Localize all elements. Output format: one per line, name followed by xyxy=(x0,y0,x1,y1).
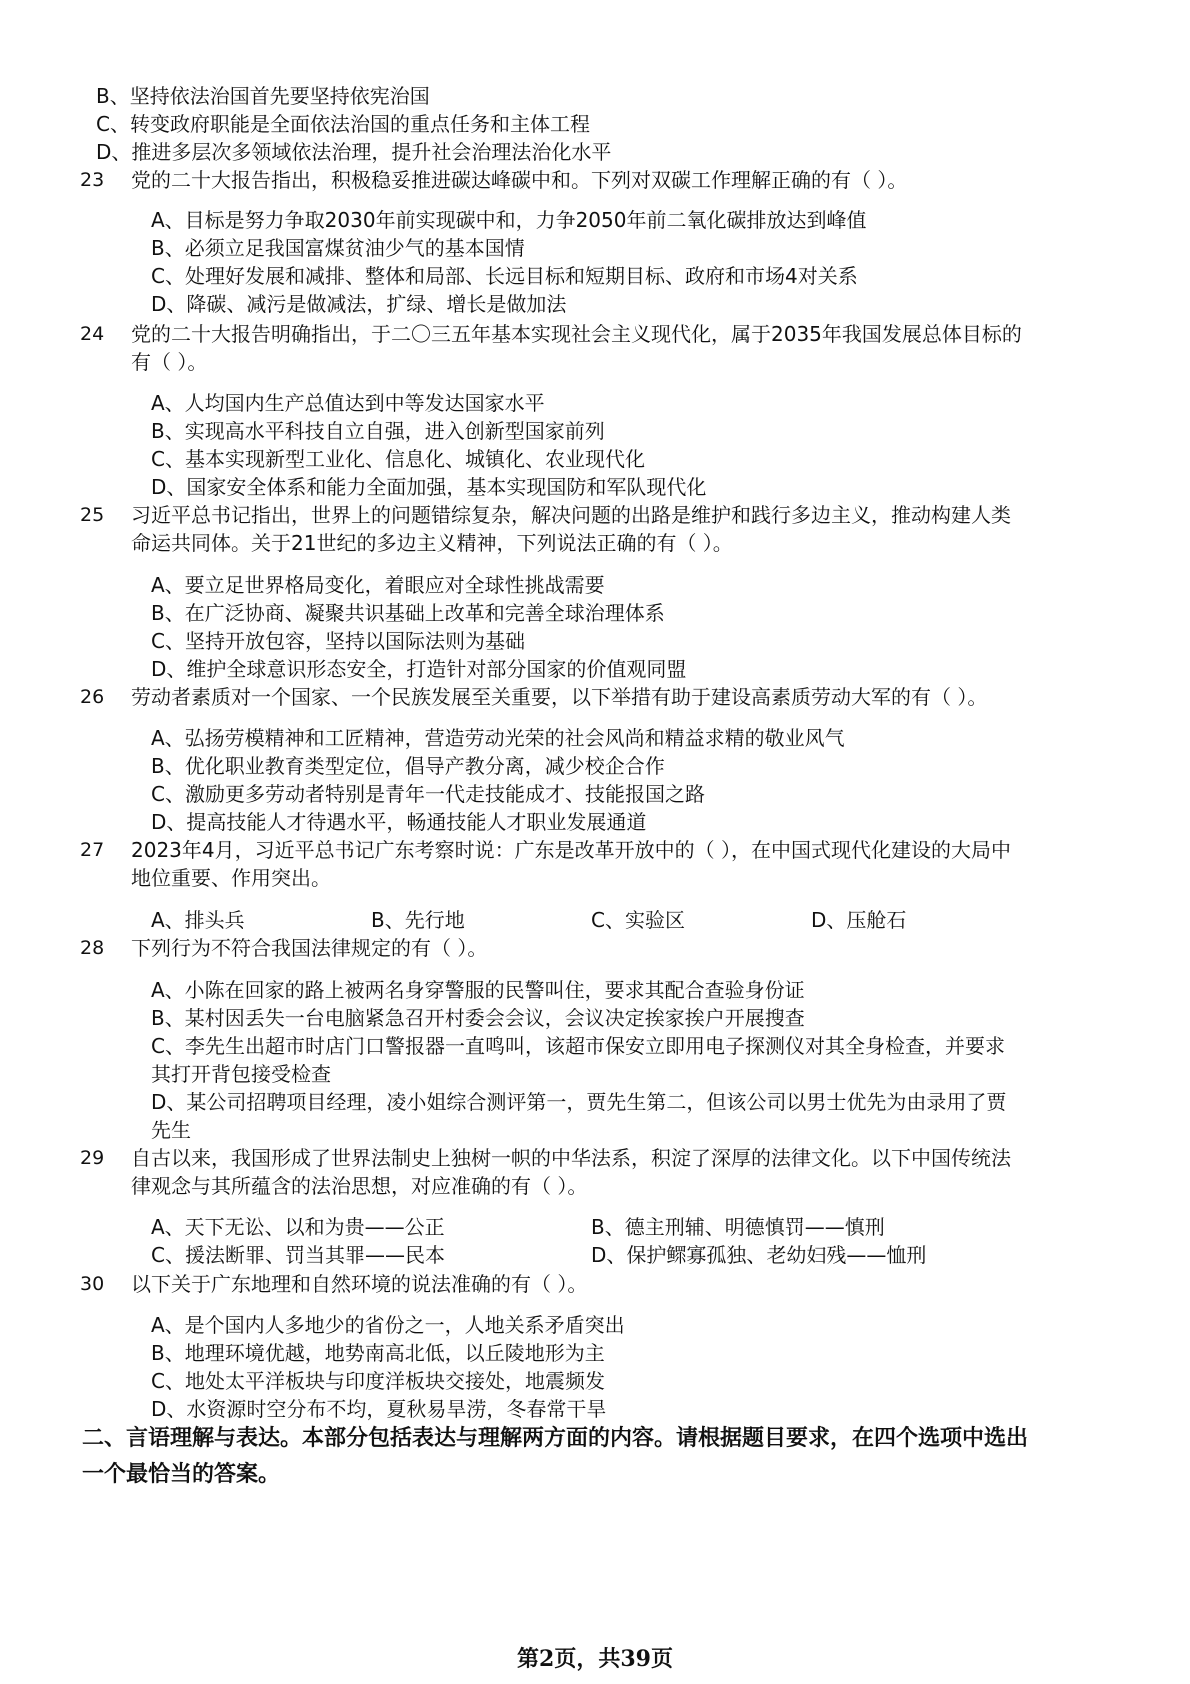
option-d: D、水资源时空分布不均，夏秋易旱涝，冬春常干旱 xyxy=(151,1397,607,1421)
option-b: B、地理环境优越，地势南高北低，以丘陵地形为主 xyxy=(151,1341,605,1365)
option-c: C、李先生出超市时店门口警报器一直鸣叫，该超市保安立即用电子探测仪对其全身检查，并要求 xyxy=(151,1034,1005,1058)
option-a: A、是个国内人多地少的省份之一，人地关系矛盾突出 xyxy=(151,1313,625,1337)
question-stem-cont: 有（ ）。 xyxy=(131,350,208,374)
question-stem: 党的二十大报告明确指出，于二〇三五年基本实现社会主义现代化，属于2035年我国发展总体目标的 xyxy=(131,322,1022,346)
option-b: B、某村因丢失一台电脑紧急召开村委会会议，会议决定挨家挨户开展搜查 xyxy=(151,1006,805,1030)
section-heading-cont: 一个最恰当的答案。 xyxy=(82,1462,281,1487)
section-heading: 二、言语理解与表达。本部分包括表达与理解两方面的内容。请根据题目要求，在四个选项中选出 xyxy=(82,1426,1029,1451)
option-d: D、国家安全体系和能力全面加强，基本实现国防和军队现代化 xyxy=(151,475,707,499)
option-d: D、推进多层次多领域依法治理，提升社会治理法治化水平 xyxy=(96,140,612,164)
question-stem: 习近平总书记指出，世界上的问题错综复杂，解决问题的出路是维护和践行多边主义，推动构建人类 xyxy=(131,503,1011,527)
question-number: 23 xyxy=(80,169,105,191)
option-c: C、基本实现新型工业化、信息化、城镇化、农业现代化 xyxy=(151,447,645,471)
question-stem: 党的二十大报告指出，积极稳妥推进碳达峰碳中和。下列对双碳工作理解正确的有（ ）。 xyxy=(131,168,908,192)
option-d: D、降碳、减污是做减法，扩绿、增长是做加法 xyxy=(151,292,567,316)
option-c: C、地处太平洋板块与印度洋板块交接处，地震频发 xyxy=(151,1369,605,1393)
option-c: C、实验区 xyxy=(591,908,685,932)
option-a: A、要立足世界格局变化，着眼应对全球性挑战需要 xyxy=(151,573,605,597)
option-d: D、保护鳏寡孤独、老幼妇残——恤刑 xyxy=(591,1243,927,1267)
question-stem: 2023年4月，习近平总书记广东考察时说：广东是改革开放中的（ ），在中国式现代化建设的大局中 xyxy=(131,838,1011,862)
question-stem: 劳动者素质对一个国家、一个民族发展至关重要，以下举措有助于建设高素质劳动大军的有（ ）。 xyxy=(131,685,988,709)
option-c: C、援法断罪、罚当其罪——民本 xyxy=(151,1243,445,1267)
question-stem: 下列行为不符合我国法律规定的有（ ）。 xyxy=(131,936,488,960)
option-b: B、在广泛协商、凝聚共识基础上改革和完善全球治理体系 xyxy=(151,601,665,625)
question-number: 30 xyxy=(80,1273,105,1295)
option-b: B、德主刑辅、明德慎罚——慎刑 xyxy=(591,1215,885,1239)
option-d-cont: 先生 xyxy=(151,1118,191,1142)
option-b: B、必须立足我国富煤贫油少气的基本国情 xyxy=(151,236,525,260)
question-stem-cont: 地位重要、作用突出。 xyxy=(131,866,331,890)
option-d: D、维护全球意识形态安全，打造针对部分国家的价值观同盟 xyxy=(151,657,687,681)
option-a: A、人均国内生产总值达到中等发达国家水平 xyxy=(151,391,545,415)
question-number: 25 xyxy=(80,504,105,526)
question-number: 29 xyxy=(80,1147,105,1169)
question-stem-cont: 命运共同体。关于21世纪的多边主义精神，下列说法正确的有（ ）。 xyxy=(131,531,733,555)
option-a: A、小陈在回家的路上被两名身穿警服的民警叫住，要求其配合查验身份证 xyxy=(151,978,805,1002)
option-d: D、提高技能人才待遇水平，畅通技能人才职业发展通道 xyxy=(151,810,647,834)
option-d: D、压舱石 xyxy=(811,908,907,932)
question-stem: 自古以来，我国形成了世界法制史上独树一帜的中华法系，积淀了深厚的法律文化。以下中国传统法 xyxy=(131,1146,1011,1170)
question-number: 28 xyxy=(80,937,105,959)
option-b: B、先行地 xyxy=(371,908,465,932)
option-c: C、处理好发展和减排、整体和局部、长远目标和短期目标、政府和市场4对关系 xyxy=(151,264,858,288)
option-b: B、实现高水平科技自立自强，进入创新型国家前列 xyxy=(151,419,605,443)
option-b: B、坚持依法治国首先要坚持依宪治国 xyxy=(96,84,430,108)
option-a: A、天下无讼、以和为贵——公正 xyxy=(151,1215,445,1239)
option-a: A、弘扬劳模精神和工匠精神，营造劳动光荣的社会风尚和精益求精的敬业风气 xyxy=(151,726,845,750)
option-c: C、转变政府职能是全面依法治国的重点任务和主体工程 xyxy=(96,112,590,136)
option-d: D、某公司招聘项目经理，凌小姐综合测评第一，贾先生第二，但该公司以男士优先为由录用了贾 xyxy=(151,1090,1007,1114)
option-a: A、目标是努力争取2030年前实现碳中和，力争2050年前二氧化碳排放达到峰值 xyxy=(151,208,867,232)
option-c-cont: 其打开背包接受检查 xyxy=(151,1062,331,1086)
option-a: A、排头兵 xyxy=(151,908,245,932)
question-number: 26 xyxy=(80,686,105,708)
question-stem-cont: 律观念与其所蕴含的法治思想，对应准确的有（ ）。 xyxy=(131,1174,588,1198)
option-c: C、激励更多劳动者特别是青年一代走技能成才、技能报国之路 xyxy=(151,782,705,806)
question-stem: 以下关于广东地理和自然环境的说法准确的有（ ）。 xyxy=(131,1272,588,1296)
page-footer: 第2页，共39页 xyxy=(517,1646,673,1672)
option-c: C、坚持开放包容，坚持以国际法则为基础 xyxy=(151,629,525,653)
option-b: B、优化职业教育类型定位，倡导产教分离，减少校企合作 xyxy=(151,754,665,778)
question-number: 27 xyxy=(80,839,105,861)
question-number: 24 xyxy=(80,323,105,345)
